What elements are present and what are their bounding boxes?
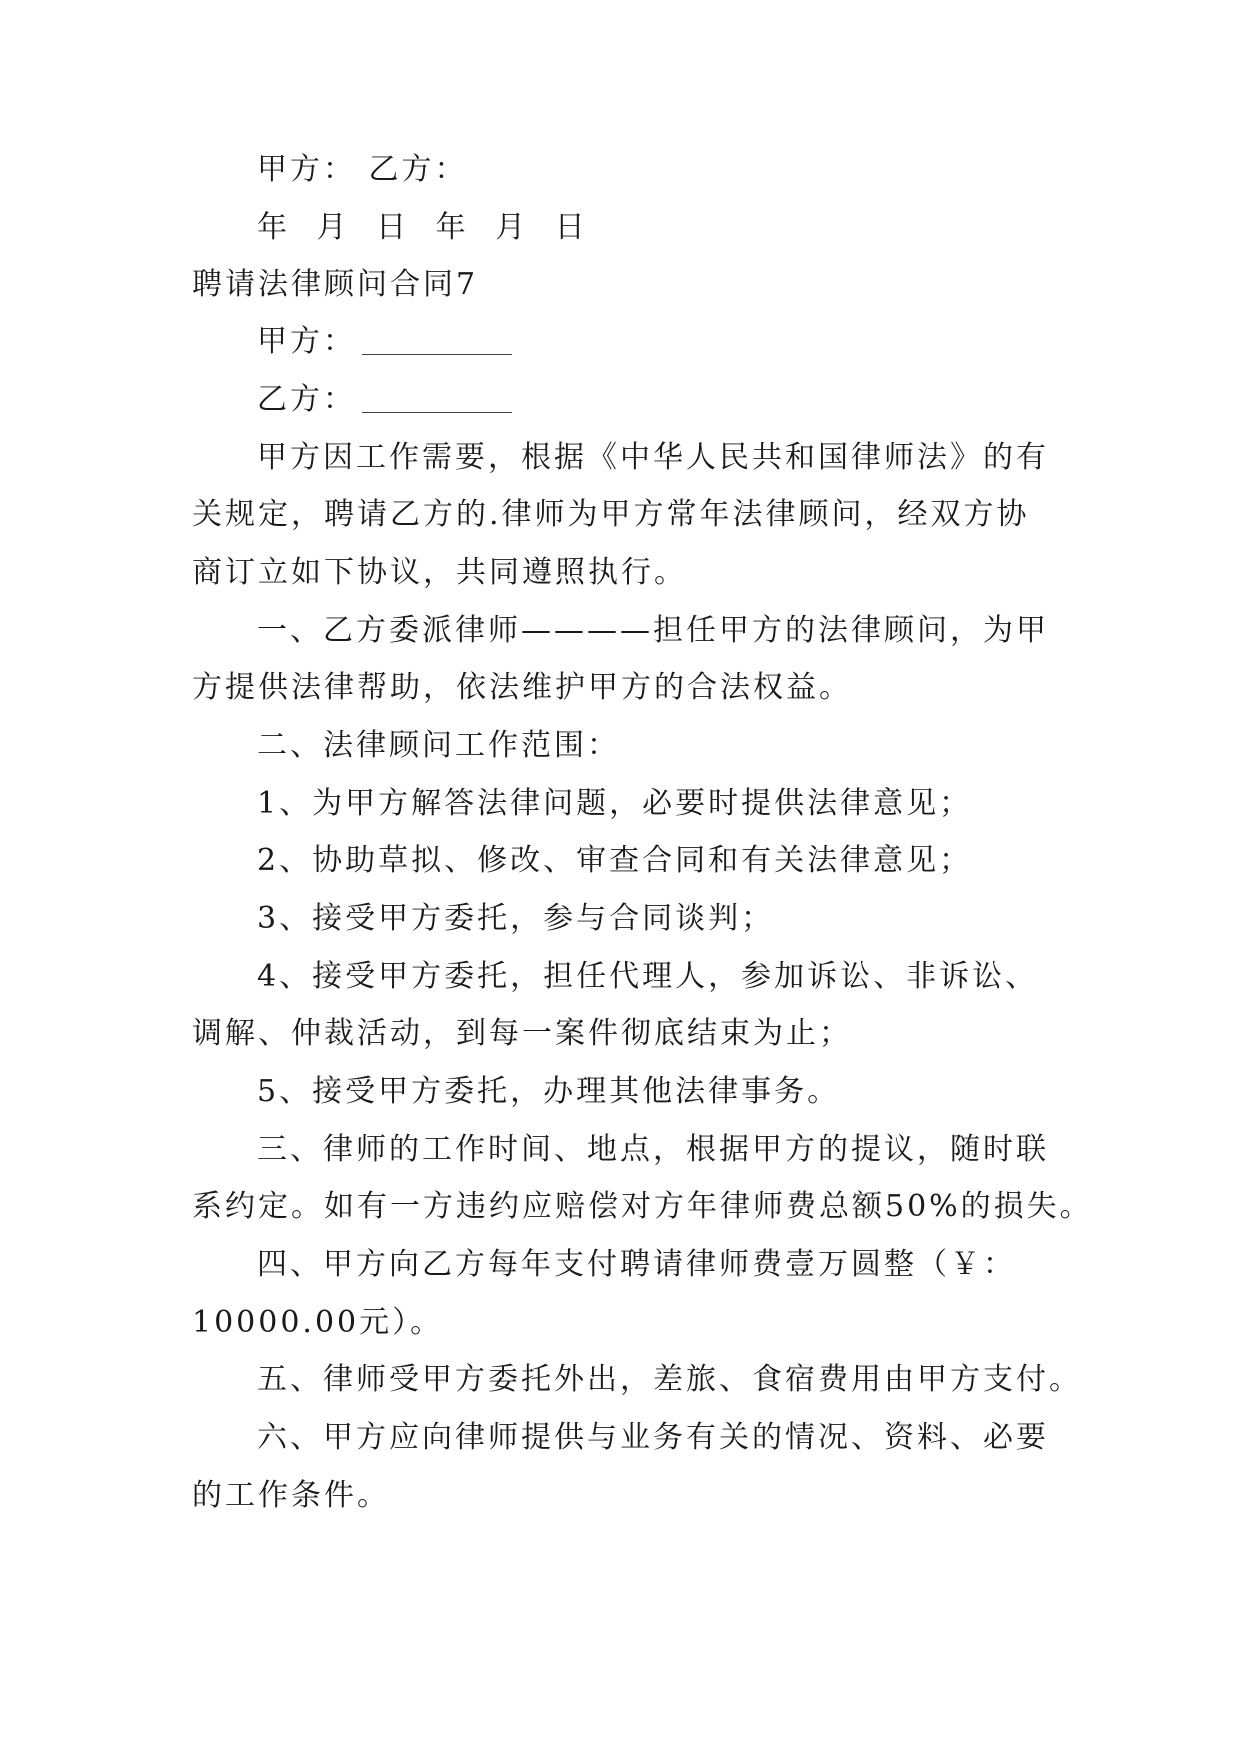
scope-item: 3、接受甲方委托，参与合同谈判； — [257, 901, 775, 936]
scope-item: 1、为甲方解答法律问题，必要时提供法律意见； — [257, 786, 973, 821]
clause-5-line: 五、律师受甲方委托外出，差旅、食宿费用由甲方支付。 — [257, 1362, 1082, 1397]
clause-3-line: 三、律师的工作时间、地点，根据甲方的提议，随时联 — [257, 1132, 1049, 1167]
clause-4-line: 四、甲方向乙方每年支付聘请律师费壹万圆整（￥： — [257, 1247, 1016, 1282]
date-month-a: 月 — [316, 210, 350, 245]
party-a-line — [257, 322, 512, 362]
date-year-a: 年 — [257, 210, 290, 245]
signature-date-line — [257, 208, 602, 248]
date-day-b: 日 — [554, 210, 588, 245]
contract-title: 聘请法律顾问合同7 — [192, 267, 479, 302]
paragraph-line: 关规定，聘请乙方的.律师为甲方常年法律顾问，经双方协 — [192, 497, 1030, 532]
scope-item: 4、接受甲方委托，担任代理人，参加诉讼、非诉讼、 — [257, 959, 1039, 994]
clause-1-line: 方提供法律帮助，依法维护甲方的合法权益。 — [192, 670, 852, 705]
paragraph-line: 商订立如下协议，共同遵照执行。 — [192, 555, 687, 590]
clause-6-line: 的工作条件。 — [192, 1478, 390, 1513]
date-day-a: 日 — [376, 210, 410, 245]
scope-item: 调解、仲裁活动，到每一案件彻底结束为止； — [192, 1016, 852, 1051]
clause-6-line: 六、甲方应向律师提供与业务有关的情况、资料、必要 — [257, 1420, 1049, 1455]
clause-4-line: 10000.00元）。 — [192, 1305, 444, 1340]
party-a-label: 甲方： — [257, 324, 356, 359]
party-b-line — [257, 380, 512, 420]
clause-1-line: 一、乙方委派律师————担任甲方的法律顾问，为甲 — [257, 613, 1049, 648]
party-a-blank — [362, 326, 512, 355]
date-year-b: 年 — [435, 210, 469, 245]
scope-item: 5、接受甲方委托，办理其他法律事务。 — [257, 1074, 841, 1109]
scope-item: 2、协助草拟、修改、审查合同和有关法律意见； — [257, 843, 973, 878]
clause-2-heading: 二、法律顾问工作范围： — [257, 728, 620, 763]
party-b-label: 乙方： — [257, 382, 356, 417]
clause-3-line: 系约定。如有一方违约应赔偿对方年律师费总额50%的损失。 — [192, 1189, 1093, 1224]
signature-parties-line: 甲方： 乙方： — [257, 152, 468, 187]
date-month-b: 月 — [495, 210, 529, 245]
party-b-blank — [362, 384, 512, 413]
paragraph-line: 甲方因工作需要，根据《中华人民共和国律师法》的有 — [257, 440, 1049, 475]
